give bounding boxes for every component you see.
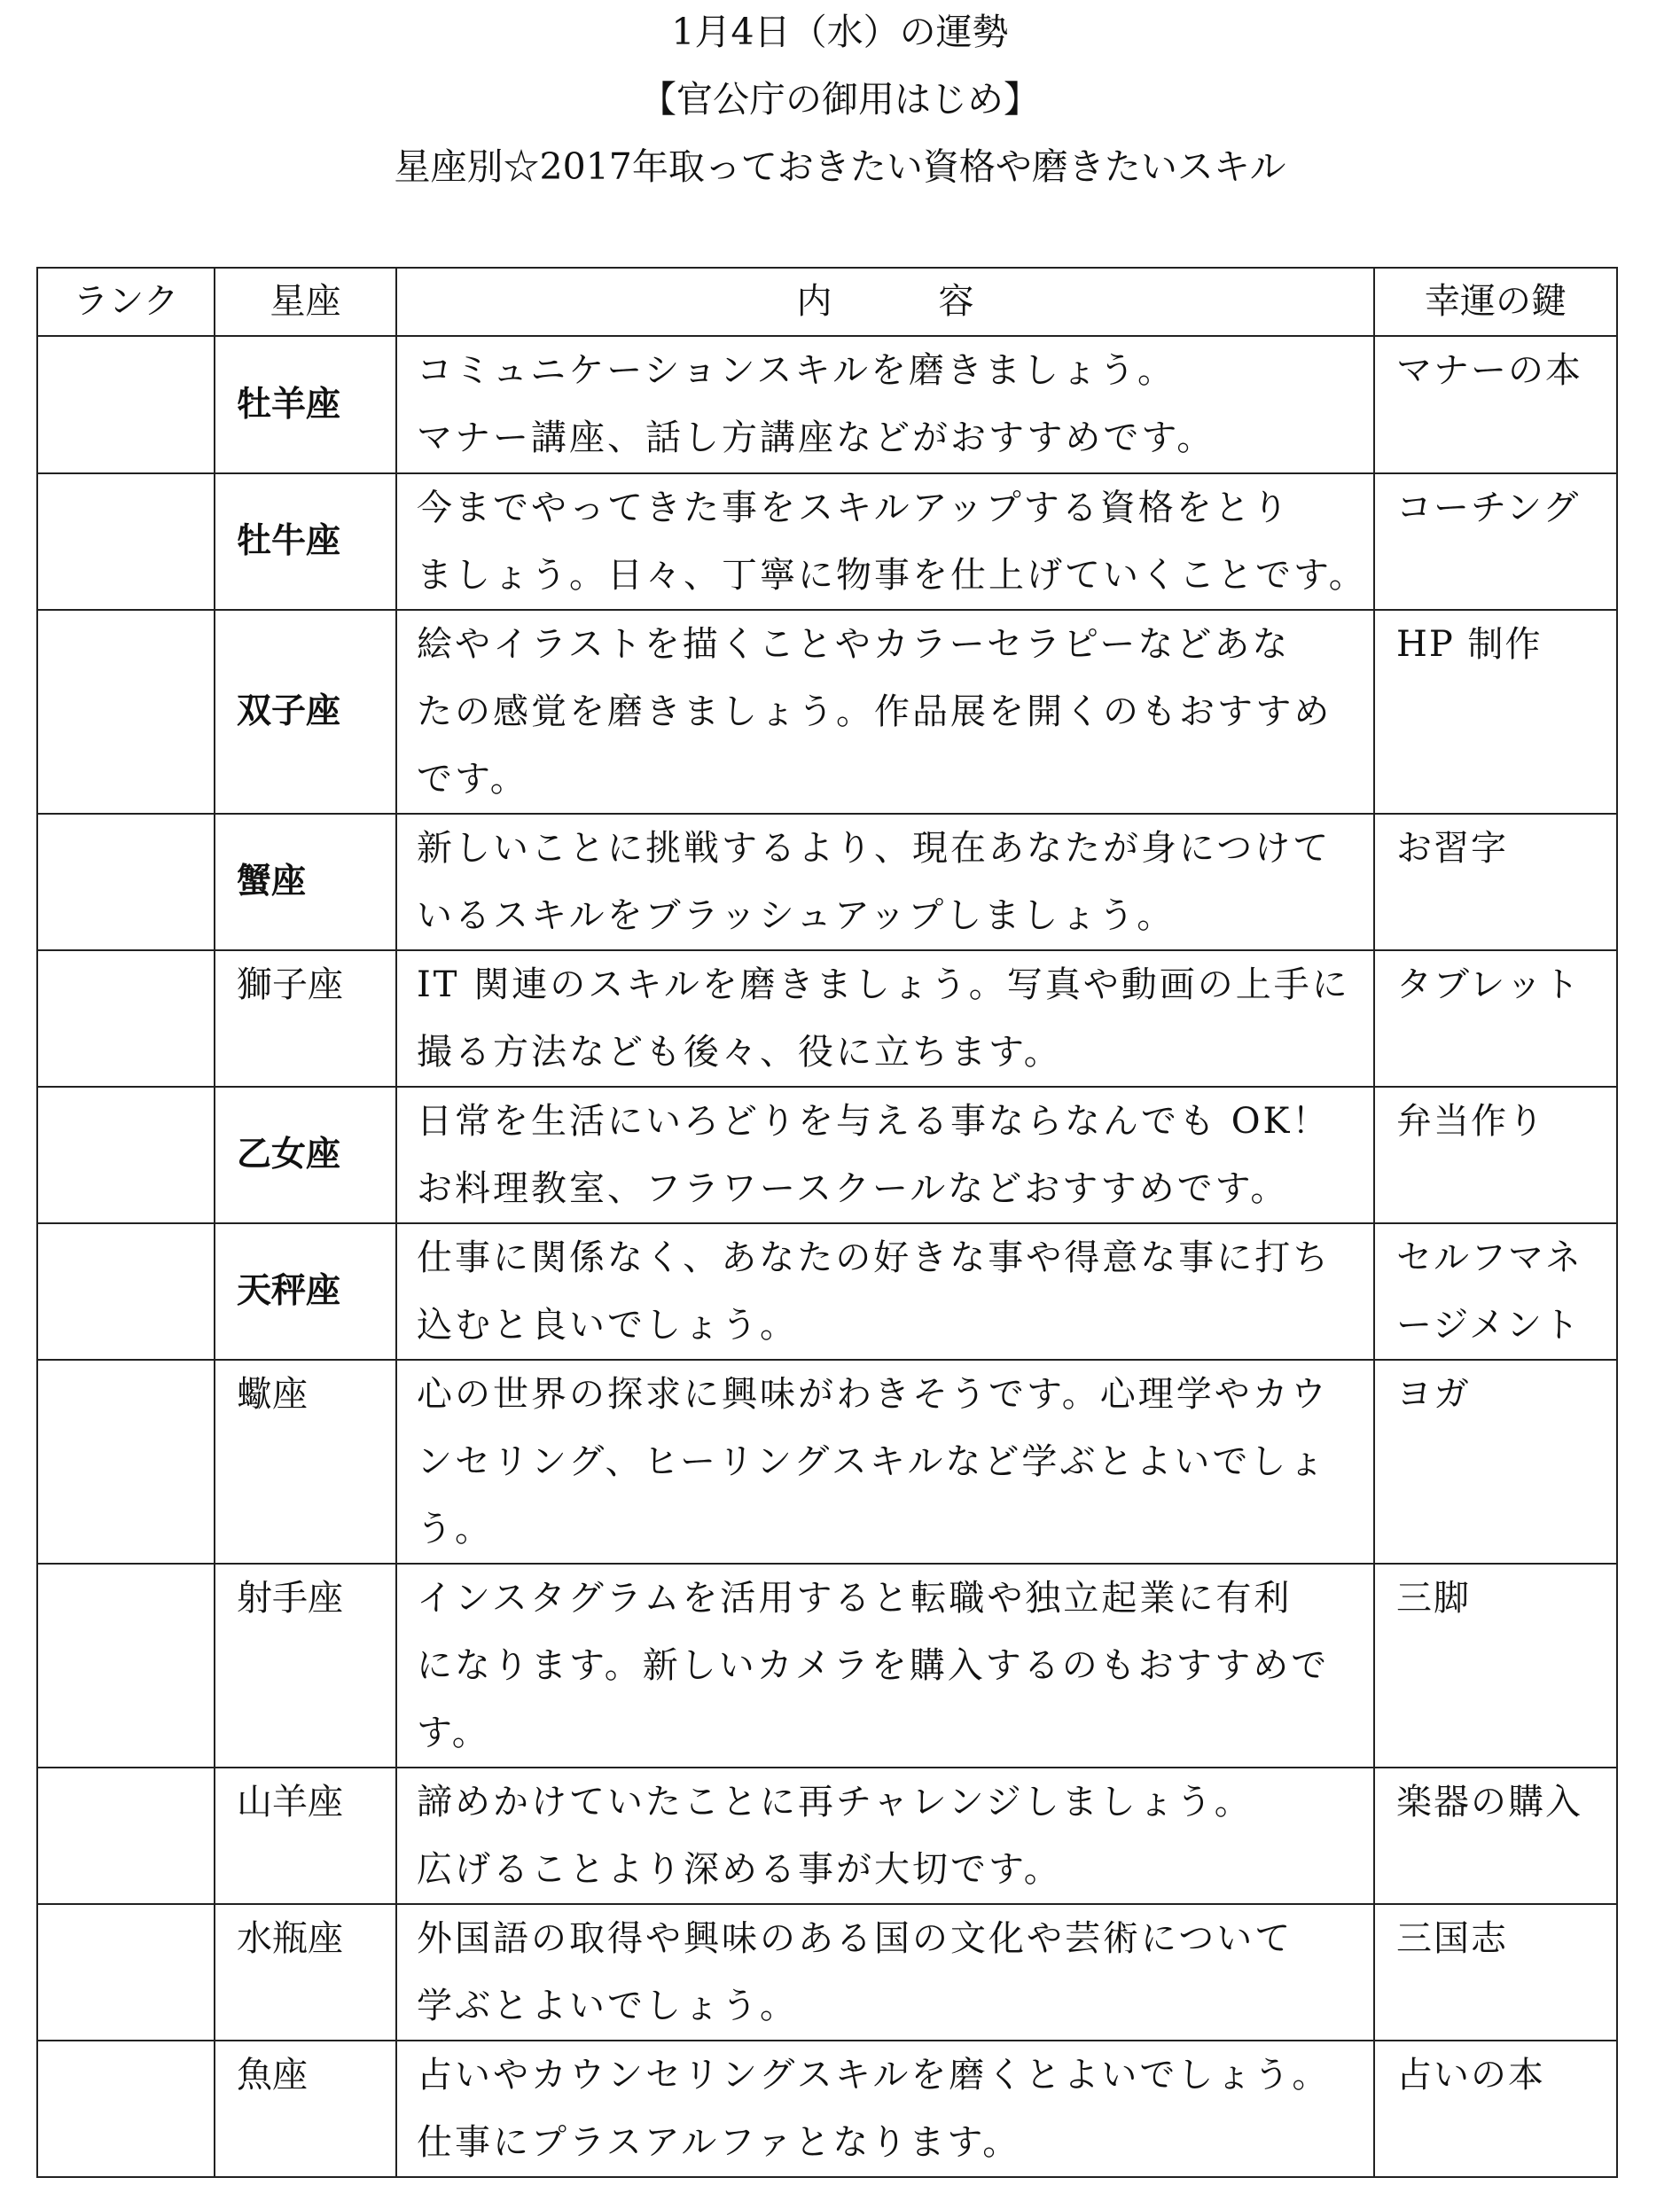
content-line: 広げることより深める事が大切です。 — [417, 1849, 1062, 1890]
content-line: す。 — [417, 1713, 490, 1753]
rank-cell — [37, 1360, 215, 1564]
content-cell — [396, 1360, 1374, 1564]
content-line: 仕事に関係なく、あなたの好きな事や得意な事に打ち — [417, 1237, 1332, 1278]
content-cell — [396, 1087, 1374, 1223]
sign-cell: 蠍座 — [215, 1360, 396, 1564]
lucky-key-line: 楽器の購入 — [1396, 1782, 1582, 1822]
content-line: 日常を生活にいろどりを与える事ならなんでも OK！ — [417, 1101, 1331, 1142]
content-cell — [396, 1564, 1374, 1768]
content-cell — [396, 814, 1374, 950]
lucky-key-line: コーチング — [1396, 488, 1581, 528]
lucky-key-cell — [1374, 1564, 1617, 1768]
content-line: になります。新しいカメラを購入するのもおすすめで — [417, 1645, 1330, 1686]
sign-cell: 双子座 — [215, 610, 396, 814]
table-row — [37, 1904, 1617, 2041]
title-topic: 星座別☆2017年取っておきたい資格や磨きたいスキル — [394, 145, 1286, 188]
table-row — [37, 814, 1617, 950]
content-line: う。 — [417, 1509, 493, 1549]
lucky-key-line: ージメント — [1396, 1305, 1581, 1346]
lucky-key-cell — [1374, 814, 1617, 950]
content-line: いるスキルをブラッシュアップしましょう。 — [417, 895, 1176, 936]
content-cell — [396, 1904, 1374, 2041]
content-cell — [396, 950, 1374, 1087]
rank-cell — [37, 473, 215, 610]
content-cell — [396, 473, 1374, 610]
lucky-key-cell — [1374, 336, 1617, 473]
table-row — [37, 1564, 1617, 1768]
sign-cell: 山羊座 — [215, 1768, 396, 1904]
header-sign: 星座 — [215, 268, 396, 336]
sign-cell: 牡牛座 — [215, 473, 396, 610]
lucky-key-cell — [1374, 610, 1617, 814]
table-row — [37, 1087, 1617, 1223]
lucky-key-line: 三国志 — [1396, 1918, 1508, 1959]
lucky-key-line: 三脚 — [1396, 1578, 1471, 1619]
lucky-key-line: タブレット — [1396, 964, 1581, 1005]
content-line: マナー講座、話し方講座などがおすすめです。 — [417, 418, 1215, 458]
rank-cell — [37, 1904, 215, 2041]
lucky-key-line: HP 制作 — [1396, 624, 1543, 665]
sign-cell: 魚座 — [215, 2041, 396, 2177]
content-cell — [396, 610, 1374, 814]
sign-cell: 獅子座 — [215, 950, 396, 1087]
content-line: コミュニケーションスキルを磨きましょう。 — [417, 350, 1176, 391]
content-line: 学ぶとよいでしょう。 — [417, 1986, 798, 2026]
rank-cell — [37, 1087, 215, 1223]
lucky-key-line: 弁当作り — [1396, 1101, 1545, 1142]
content-line: ンセリング、ヒーリングスキルなど学ぶとよいでしょ — [417, 1441, 1327, 1482]
content-line: 心の世界の探求に興味がわきそうです。心理学やカウ — [417, 1374, 1329, 1415]
content-line: 占いやカウンセリングスキルを磨くとよいでしょう。 — [417, 2055, 1331, 2096]
lucky-key-line: お習字 — [1396, 828, 1508, 869]
content-line: ましょう。日々、丁寧に物事を仕上げていくことです。 — [417, 555, 1367, 596]
sign-cell: 蟹座 — [215, 814, 396, 950]
sign-cell: 射手座 — [215, 1564, 396, 1768]
rank-cell — [37, 950, 215, 1087]
content-line: 今までやってきた事をスキルアップする資格をとり — [417, 488, 1291, 528]
rank-cell — [37, 336, 215, 473]
fortune-table — [36, 267, 1618, 2178]
table-row — [37, 2041, 1617, 2177]
sign-cell: 牡羊座 — [215, 336, 396, 473]
rank-cell — [37, 610, 215, 814]
title-subheading: 【官公庁の御用はじめ】 — [640, 78, 1040, 121]
table-row — [37, 1223, 1617, 1360]
header-content: 内 容 — [396, 268, 1374, 336]
rank-cell — [37, 2041, 215, 2177]
lucky-key-cell — [1374, 1904, 1617, 2041]
table-row — [37, 473, 1617, 610]
lucky-key-cell — [1374, 950, 1617, 1087]
table-row — [37, 610, 1617, 814]
content-line: インスタグラムを活用すると転職や独立起業に有利 — [417, 1578, 1293, 1619]
lucky-key-cell — [1374, 1087, 1617, 1223]
content-line: 仕事にプラスアルファとなります。 — [417, 2122, 1021, 2163]
table-header-row — [37, 268, 1617, 336]
table-row — [37, 336, 1617, 473]
sign-cell: 乙女座 — [215, 1087, 396, 1223]
content-line: IT 関連のスキルを磨きましょう。写真や動画の上手に — [417, 964, 1350, 1005]
table-row — [37, 950, 1617, 1087]
lucky-key-cell — [1374, 2041, 1617, 2177]
table-row — [37, 1768, 1617, 1904]
sign-cell: 水瓶座 — [215, 1904, 396, 2041]
content-cell — [396, 336, 1374, 473]
table-row — [37, 1360, 1617, 1564]
lucky-key-cell — [1374, 1360, 1617, 1564]
lucky-key-cell — [1374, 473, 1617, 610]
content-line: 外国語の取得や興味のある国の文化や芸術について — [417, 1918, 1293, 1959]
content-line: たの感覚を磨きましょう。作品展を開くのもおすすめ — [417, 691, 1332, 732]
content-cell — [396, 2041, 1374, 2177]
lucky-key-line: セルフマネ — [1396, 1237, 1582, 1278]
content-line: お料理教室、フラワースクールなどおすすめです。 — [417, 1168, 1289, 1209]
content-line: 絵やイラストを描くことやカラーセラピーなどあな — [417, 624, 1291, 665]
lucky-key-cell — [1374, 1223, 1617, 1360]
lucky-key-line: 占いの本 — [1396, 2055, 1545, 2096]
content-line: です。 — [417, 759, 528, 800]
lucky-key-line: マナーの本 — [1396, 350, 1582, 391]
rank-cell — [37, 1768, 215, 1904]
rank-cell — [37, 814, 215, 950]
rank-cell — [37, 1564, 215, 1768]
lucky-key-cell — [1374, 1768, 1617, 1904]
content-cell — [396, 1768, 1374, 1904]
content-cell — [396, 1223, 1374, 1360]
content-line: 諦めかけていたことに再チャレンジしましょう。 — [417, 1782, 1253, 1822]
title-date: 1月4日（水）の運勢 — [671, 11, 1009, 53]
rank-cell — [37, 1223, 215, 1360]
content-line: 込むと良いでしょう。 — [417, 1305, 798, 1346]
lucky-key-line: ヨガ — [1396, 1374, 1471, 1415]
content-line: 撮る方法なども後々、役に立ちます。 — [417, 1032, 1062, 1073]
content-line: 新しいことに挑戦するより、現在あなたが身につけて — [417, 828, 1332, 869]
header-rank: ランク — [37, 268, 215, 336]
header-lucky-key: 幸運の鍵 — [1374, 268, 1617, 336]
sign-cell: 天秤座 — [215, 1223, 396, 1360]
